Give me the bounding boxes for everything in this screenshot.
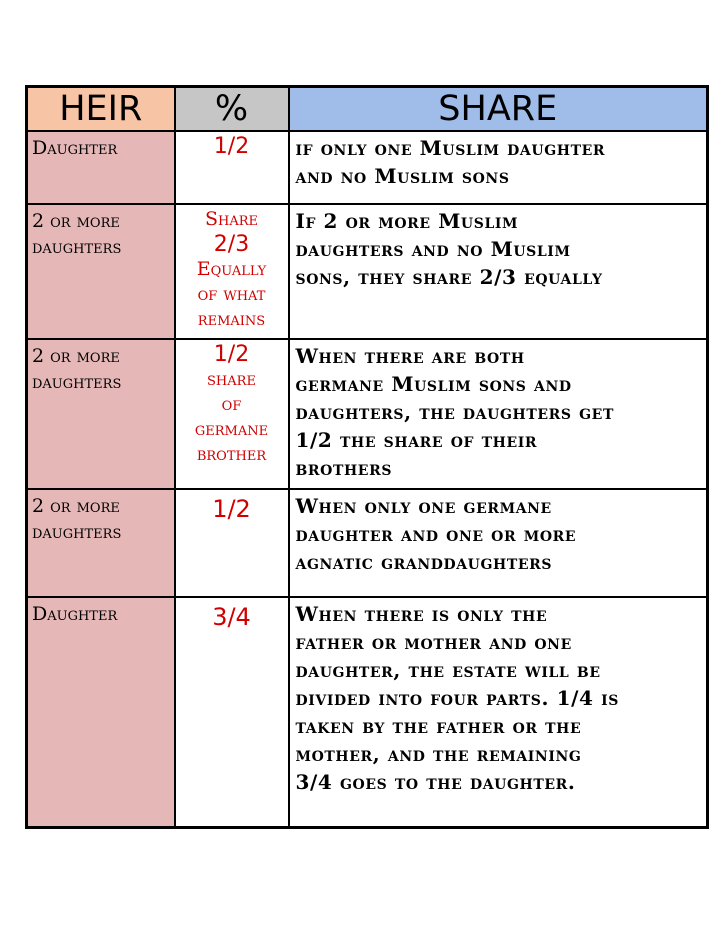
percent-line: 2/3 (213, 232, 250, 257)
percent-line: remains (197, 308, 266, 330)
heir-cell: Daughter (27, 597, 175, 827)
table-row (27, 204, 708, 339)
percent-cell (175, 597, 289, 827)
share-cell: When there are both germane Muslim sons and daughters, the daughters get 1/2 the share of their brothers (289, 339, 708, 489)
inheritance-table (25, 85, 709, 829)
heir-cell: Daughter (27, 131, 175, 204)
table-row (27, 131, 708, 204)
percent-line: brother (196, 443, 267, 465)
table-row (27, 339, 708, 489)
table-row (27, 489, 708, 597)
header-percent: % (175, 87, 289, 132)
percent-line: 1/2 (213, 342, 250, 367)
percent-cell (175, 131, 289, 204)
share-cell: When there is only the father or mother and one daughter, the estate will be divided into four parts. 1/4 is taken by the father or the mother, and the remaining 3/4 goes to the daughter. (289, 597, 708, 827)
percent-cell (175, 489, 289, 597)
share-cell: if only one Muslim daughter and no Muslim sons (289, 131, 708, 204)
percent-line: share (207, 368, 256, 390)
header-row (27, 87, 708, 132)
share-cell: If 2 or more Muslim daughters and no Muslim sons, they share 2/3 equally (289, 204, 708, 339)
table-row (27, 597, 708, 827)
percent-line: of (221, 393, 242, 415)
percent-line: Share (204, 208, 259, 230)
percent-line: Equally (196, 258, 267, 280)
header-share: SHARE (289, 87, 708, 132)
percent-line: germane (194, 418, 269, 440)
heir-cell: 2 or more daughters (27, 204, 175, 339)
percent-cell (175, 204, 289, 339)
percent-line: of what (197, 283, 266, 305)
percent-cell (175, 339, 289, 489)
heir-cell: 2 or more daughters (27, 489, 175, 597)
percent-line: 1/2 (212, 495, 251, 523)
percent-line: 1/2 (213, 134, 250, 159)
heir-cell: 2 or more daughters (27, 339, 175, 489)
percent-line: 3/4 (212, 603, 251, 631)
share-cell: When only one germane daughter and one or more agnatic granddaughters (289, 489, 708, 597)
header-heir: HEIR (27, 87, 175, 132)
